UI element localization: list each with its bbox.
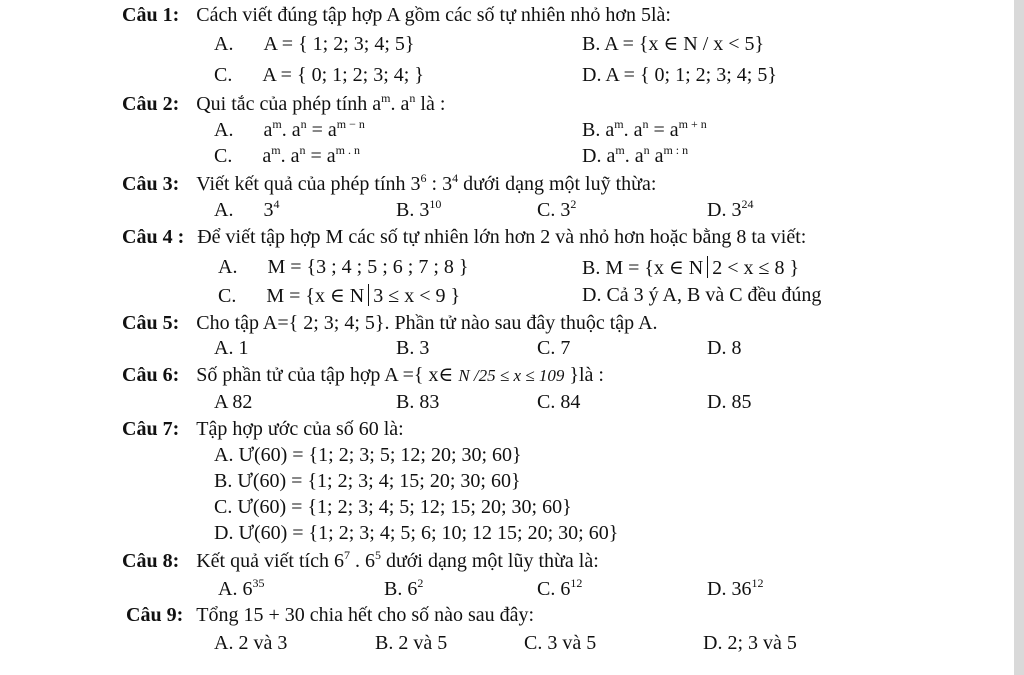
option-d: D. $3^{24}$ [707, 197, 754, 221]
option-c: C. 7 [537, 337, 571, 359]
option-b: B. Ư(60) = {1; 2; 3; 4; 15; 20; 30; 60} [214, 470, 521, 492]
question-text: Tập hợp ước của số 60 là: [196, 418, 404, 440]
option-b: B. M = {x ∈ N 2 < x ≤ 8 } [582, 257, 800, 279]
option-b: B. A = {x ∈ N / x < 5} [582, 33, 765, 55]
option-c: C. 84 [537, 391, 581, 413]
option-d: D. A = { 0; 1; 2; 3; 4; 5} [582, 64, 777, 86]
option-a: A. M = {3 ; 4 ; 5 ; 6 ; 7 ; 8 } [218, 256, 469, 278]
option-d: D. $a^m$. $a^n$ $a^{m : n}$ [582, 143, 689, 167]
question-number: Câu 7: [122, 418, 180, 440]
option-d: D. 2; 3 và 5 [703, 632, 797, 654]
question-text: Viết kết quả của phép tính $3^6$ : $3^4$ dưới dạng một luỹ thừa: [196, 171, 657, 195]
option-c: C. $a^m$. $a^n = a^{m . n}$ [214, 143, 360, 167]
option-d: D. 85 [707, 391, 752, 413]
option-a: A. $6^{35}$ [218, 576, 265, 600]
question-8 [122, 550, 599, 572]
question-text: Cho tập A={ 2; 3; 4; 5}. Phần tử nào sau đây thuộc tập A. [196, 312, 658, 334]
question-number: Câu 5: [122, 312, 180, 334]
question-text: Số phần tử của tập hợp A ={ x∈ N /25 ≤ x ≤ 109 }là : [196, 364, 604, 386]
question-5 [122, 312, 658, 334]
page-edge [1014, 0, 1024, 675]
question-text: Để viết tập hợp M các số tự nhiên lớn hơn 2 và nhỏ hơn hoặc bằng 8 ta viết: [197, 226, 807, 248]
question-3 [122, 173, 656, 195]
question-text: Qui tắc của phép tính $a^m$. $a^n$ là : [196, 91, 446, 115]
question-number: Câu 6: [122, 364, 180, 386]
option-label: A. [214, 33, 234, 55]
option-c: C. M = {x ∈ N 3 ≤ x < 9 } [218, 285, 461, 307]
question-number: Câu 8: [122, 550, 180, 572]
option-b: B. 3 [396, 337, 430, 359]
question-1 [122, 4, 671, 26]
set-builder-bar [368, 284, 369, 306]
option-c [214, 64, 424, 86]
question-text: Tổng 15 + 30 chia hết cho số nào sau đây: [196, 604, 535, 626]
option-b: B. $3^{10}$ [396, 197, 442, 221]
option-c: C. $3^2$ [537, 197, 577, 221]
question-number: Câu 9: [126, 604, 184, 626]
question-number: Câu 3: [122, 173, 180, 195]
question-4 [122, 226, 806, 248]
option-b: B. $a^m$. $a^n = a^{m + n}$ [582, 117, 707, 141]
option-c: C. 3 và 5 [524, 632, 597, 654]
option-value: A = { 0; 1; 2; 3; 4; } [262, 64, 424, 86]
question-text: Cách viết đúng tập hợp A gồm các số tự nhiên nhỏ hơn 5là: [196, 4, 671, 26]
option-a: A. $3^4$ [214, 197, 280, 221]
option-b: B. 83 [396, 391, 440, 413]
question-2 [122, 93, 445, 115]
set-builder-bar [707, 256, 708, 278]
question-number: Câu 2: [122, 93, 180, 115]
question-number: Câu 1: [122, 4, 180, 26]
option-a: A. 1 [214, 337, 249, 359]
question-9 [126, 604, 534, 626]
option-a: A. 2 và 3 [214, 632, 288, 654]
question-number: Câu 4 : [122, 226, 185, 248]
option-d: D. Ư(60) = {1; 2; 3; 4; 5; 6; 10; 12 15; 20; 30; 60} [214, 522, 619, 544]
option-d: D. $36^{12}$ [707, 576, 764, 600]
option-d: D. 8 [707, 337, 742, 359]
question-text: Kết quả viết tích $6^7$ . $6^5$ dưới dạng một lũy thừa là: [196, 548, 599, 572]
option-d: D. Cả 3 ý A, B và C đều đúng [582, 284, 822, 306]
question-6 [122, 364, 604, 387]
option-label: C. [214, 64, 233, 86]
option-a: A 82 [214, 391, 253, 413]
option-b: B. 2 và 5 [375, 632, 448, 654]
option-a: A. Ư(60) = {1; 2; 3; 5; 12; 20; 30; 60} [214, 444, 522, 466]
option-b: B. $6^2$ [384, 576, 424, 600]
question-7 [122, 418, 404, 440]
option-c: C. Ư(60) = {1; 2; 3; 4; 5; 12; 15; 20; 30; 60} [214, 496, 572, 518]
option-c: C. $6^{12}$ [537, 576, 583, 600]
option-a: A. $a^m$. $a^n = a^{m - n}$ [214, 117, 365, 141]
option-a [214, 33, 415, 55]
option-value: A = { 1; 2; 3; 4; 5} [263, 33, 415, 55]
